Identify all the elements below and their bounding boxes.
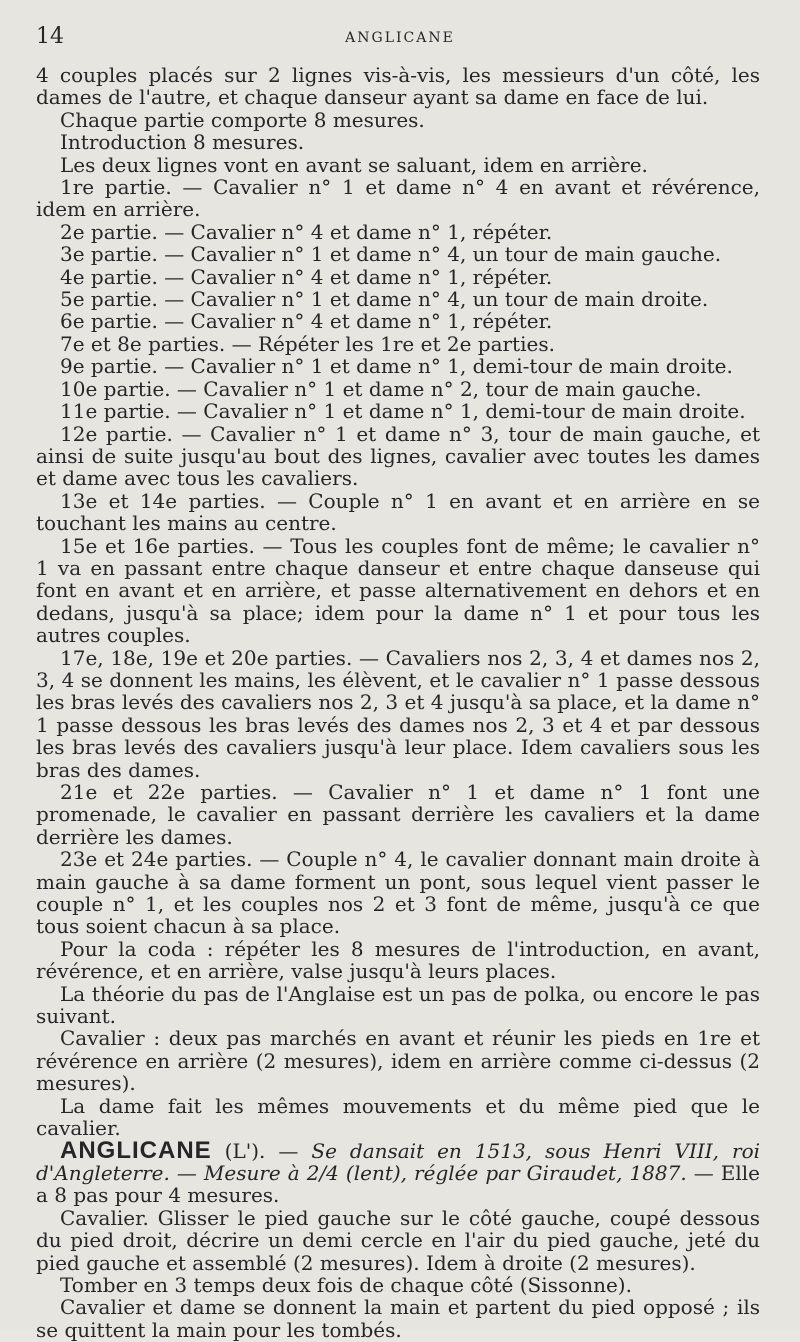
paragraph: La théorie du pas de l'Anglaise est un pas de polka, ou encore le pas suivant. (36, 981, 760, 1029)
paragraph: 6e partie. — Cavalier n° 4 et dame n° 1, répéter. (60, 309, 553, 334)
paragraph: 4e partie. — Cavalier n° 4 et dame n° 1, répéter. (60, 264, 553, 289)
paragraph: Introduction 8 mesures. (60, 130, 305, 155)
entry-italic: Se dansait en 1513, sous Henri VIII, roi d'Angleterre. — Mesure à 2/4 (lent), réglée par Giraudet, 1887. (36, 1138, 761, 1185)
dictionary-entry (36, 1136, 761, 1208)
paragraph: 5e partie. — Cavalier n° 1 et dame n° 4, un tour de main droite. (60, 287, 709, 312)
paragraph: 12e partie. — Cavalier n° 1 et dame n° 3, tour de main gauche, et ainsi de suite jusqu'au bout des lignes, cavalier avec toutes les dames et dame avec tous les cavaliers. (36, 421, 760, 491)
running-head: ANGLICANE (345, 30, 455, 46)
paragraph: 23e et 24e parties. — Couple n° 4, le cavalier donnant main droite à main gauche à sa dame forment un pont, sous lequel vient passer le couple n° 1, et les couples nos 2 et 3 font de même, jusqu'à ce que tous soient chacun à sa place. (36, 847, 760, 939)
paragraph: 2e partie. — Cavalier n° 4 et dame n° 1, répéter. (60, 219, 553, 244)
paragraph: 7e et 8e parties. — Répéter les 1re et 2e parties. (60, 331, 555, 356)
paragraph: La dame fait les mêmes mouvements et du même pied que le cavalier. (36, 1093, 760, 1141)
paragraph: 3e partie. — Cavalier n° 1 et dame n° 4, un tour de main gauche. (60, 242, 722, 267)
paragraph: Cavalier : deux pas marchés en avant et réunir les pieds en 1re et révérence en arrière (2 mesures), idem en arrière comme ci-dessus (2 mesures). (36, 1026, 760, 1096)
entry-text: — Elle a 8 pas pour 4 mesures. (36, 1160, 761, 1208)
paragraph: Cavalier et dame se donnent la main et partent du pied opposé ; ils se quittent la main pour les tombés. (36, 1295, 760, 1342)
paragraph: 13e et 14e parties. — Couple n° 1 en avant et en arrière en se touchant les mains au centre. (36, 488, 760, 536)
paragraph: 21e et 22e parties. — Cavalier n° 1 et dame n° 1 font une promenade, le cavalier en passant derrière les cavaliers et la dame derrière les dames. (36, 780, 760, 849)
paragraph: 4 couples placés sur 2 lignes vis-à-vis, les messieurs d'un côté, les dames de l'autre, et chaque danseur ayant sa dame en face de lui. (36, 63, 760, 110)
paragraph: Tomber en 3 temps deux fois de chaque côté (Sissonne). (60, 1272, 632, 1297)
paragraph: 1re partie. — Cavalier n° 1 et dame n° 4 en avant et révérence, idem en arrière. (36, 175, 760, 222)
paragraph: 10e partie. — Cavalier n° 1 et dame n° 2, tour de main gauche. (60, 376, 702, 401)
entry-dash: — (278, 1138, 299, 1163)
paragraph: Chaque partie comporte 8 mesures. (60, 107, 425, 132)
page-header (36, 22, 764, 52)
paragraph: 17e, 18e, 19e et 20e parties. — Cavaliers nos 2, 3, 4 et dames nos 2, 3, 4 se donnent les mains, les élèvent, et le cavalier n° 1 passe dessous les bras levés des cavaliers nos 2, 3 et 4 jusqu'à sa place, et la dame n° 1 passe dessous les bras levés des dames nos 2, 3 et 4 et par dessous les bras levés des cavaliers jusqu'à leur place. Idem cavaliers sous les bras des dames. (36, 645, 760, 782)
paragraph: Cavalier. Glisser le pied gauche sur le côté gauche, coupé dessous du pied droit, décrire un demi cercle en l'air du pied gauche, jeté du pied gauche et assemblé (2 mesures). Idem à droite (2 mesures). (36, 1205, 760, 1275)
paragraph: Pour la coda : répéter les 8 mesures de l'introduction, en avant, révérence, et en arrière, valse jusqu'à leurs places. (36, 936, 760, 984)
paragraph: Les deux lignes vont en avant se saluant, idem en arrière. (60, 152, 648, 177)
paragraph: 11e partie. — Cavalier n° 1 et dame n° 1, demi-tour de main droite. (60, 399, 746, 424)
entry-headword: ANGLICANE (60, 1136, 212, 1164)
paragraph: 15e et 16e parties. — Tous les couples font de même; le cavalier n° 1 va en passant entre chaque danseur et entre chaque danseuse qui font en avant et en arrière, et passe alternativement en dehors et en dedans, jusqu'à sa place; idem pour la dame n° 1 et pour tous les autres couples. (36, 533, 760, 648)
entry-article: (L'). (224, 1138, 266, 1163)
body-text (36, 64, 760, 1341)
page-number: 14 (36, 24, 64, 49)
paragraph: 9e partie. — Cavalier n° 1 et dame n° 1, demi-tour de main droite. (60, 354, 733, 379)
